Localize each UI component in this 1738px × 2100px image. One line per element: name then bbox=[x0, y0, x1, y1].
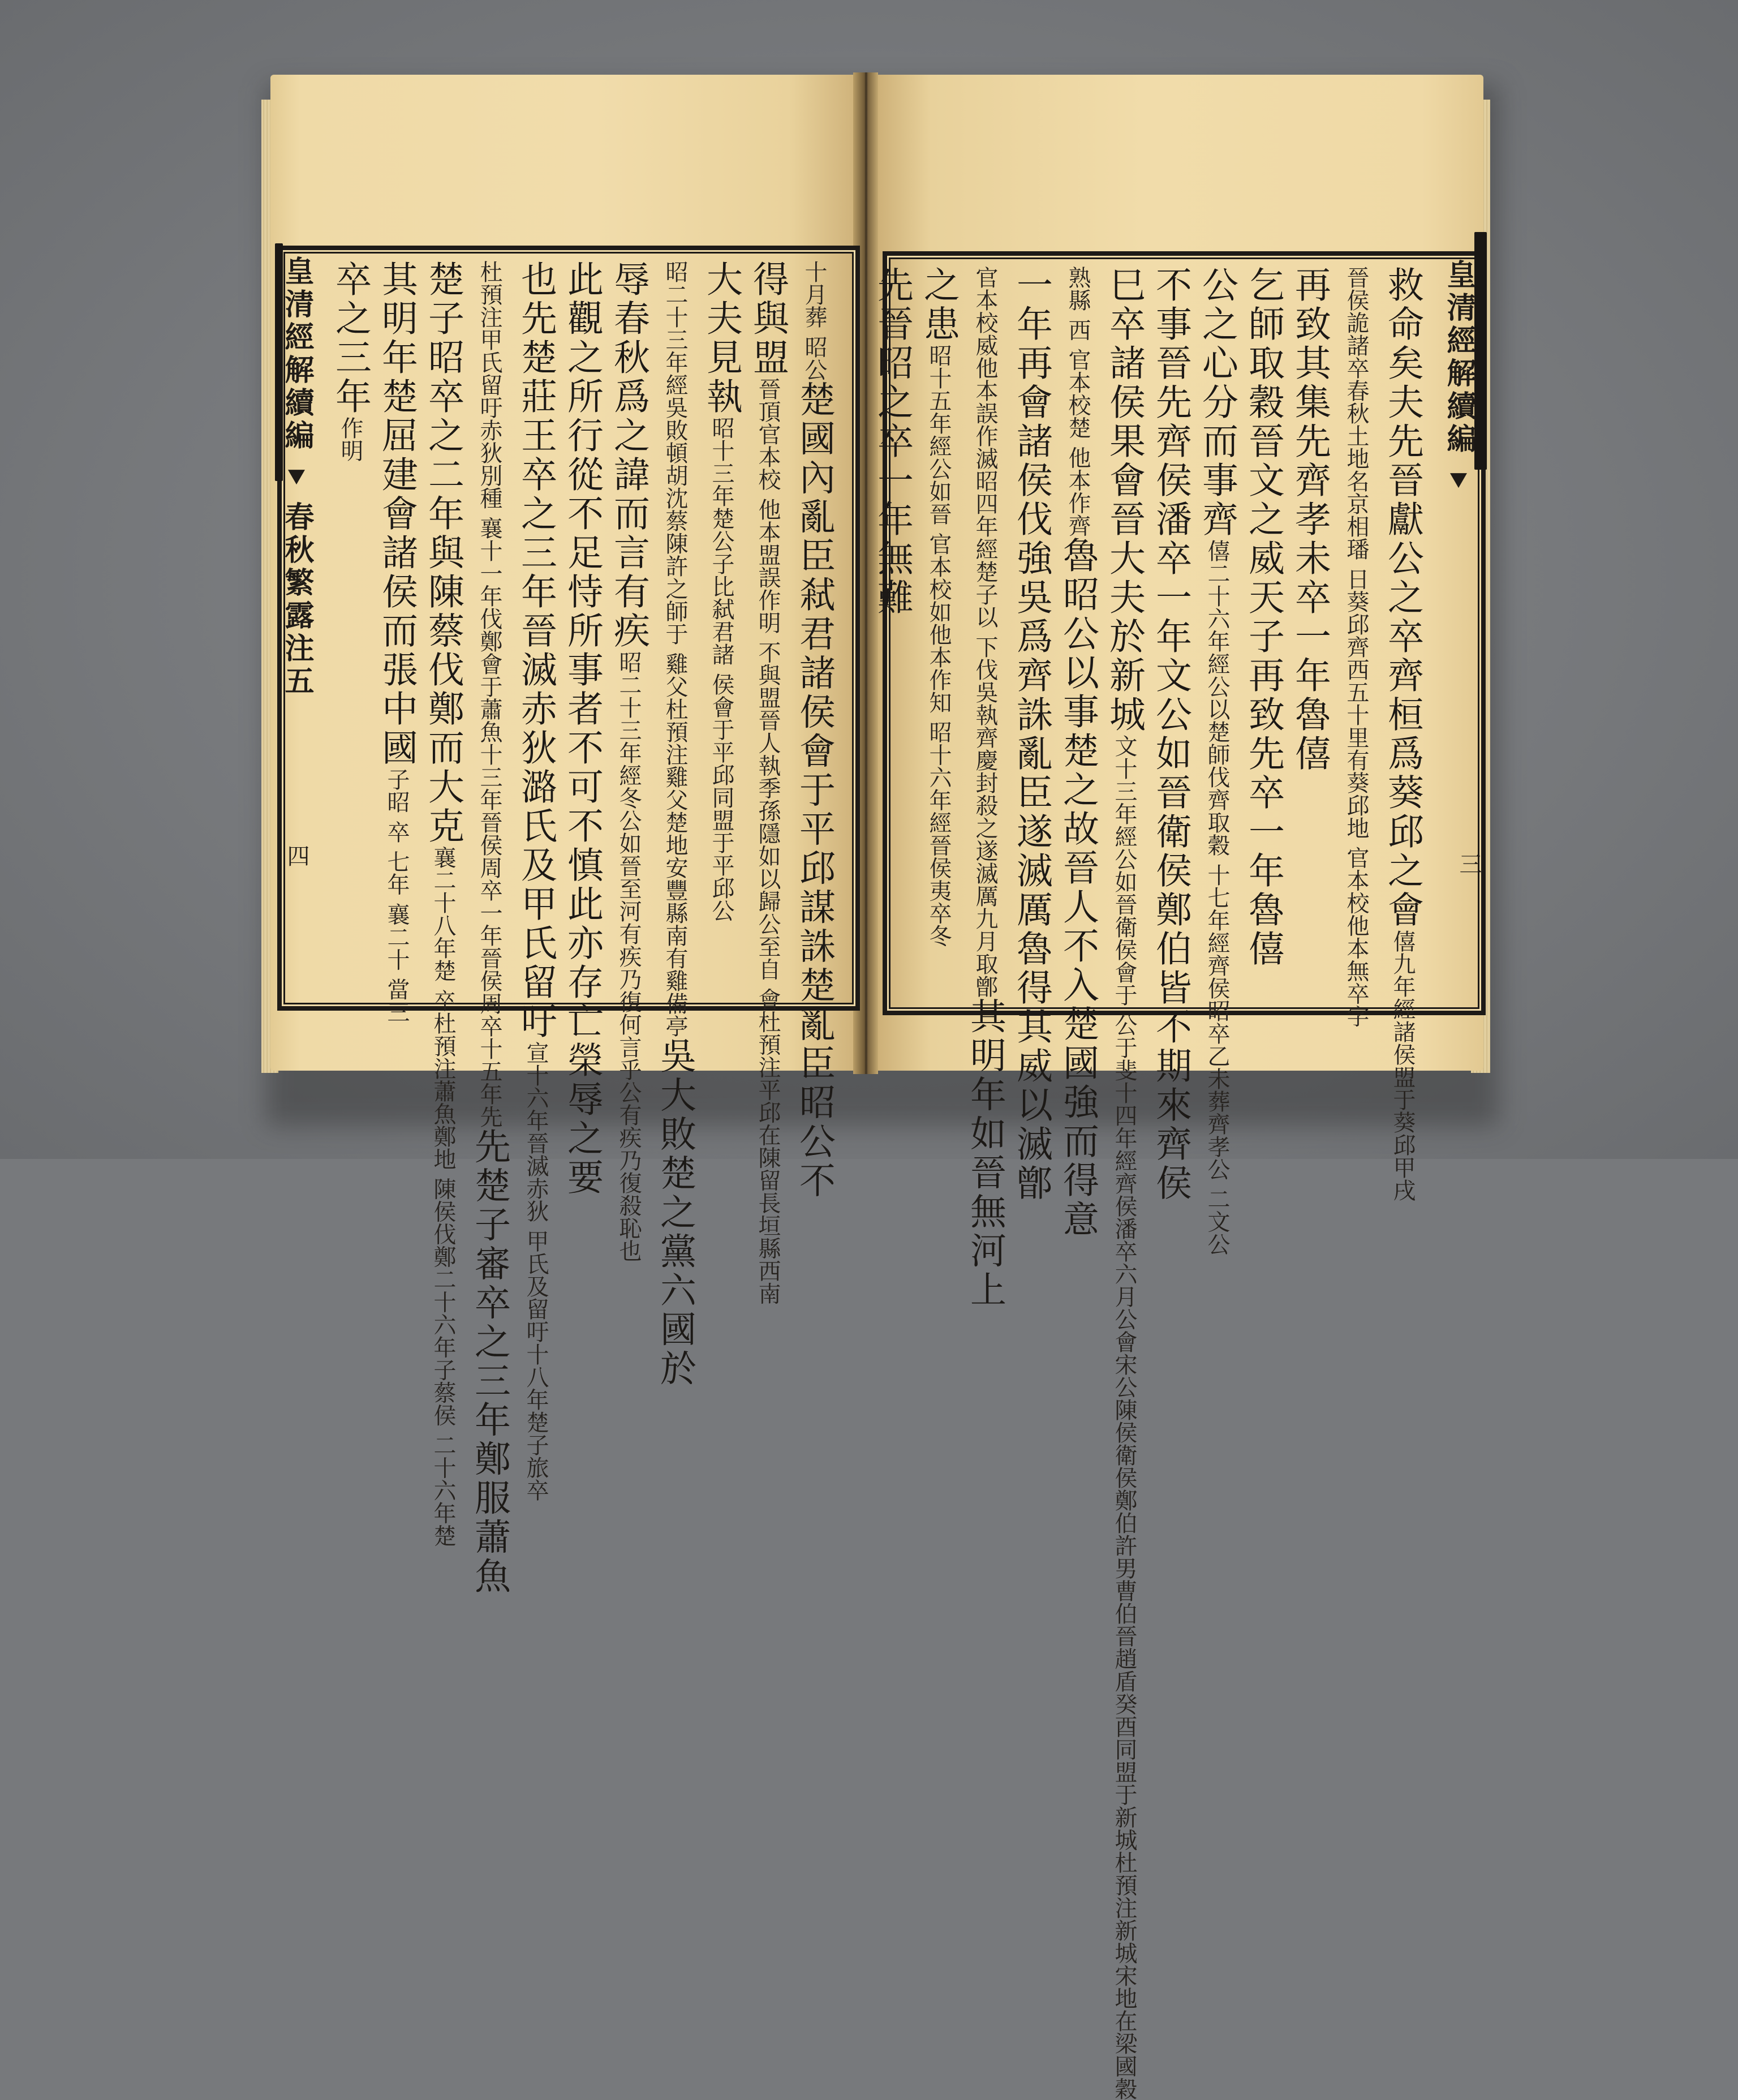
annotation: 十月葬 昭公 bbox=[801, 260, 827, 381]
text-column bbox=[1287, 266, 1333, 1002]
annotation: 晉侯詭諸卒春秋土地名京相璠 日葵邱齊西五十里有葵邱地 官本校他本無卒字 bbox=[1343, 266, 1369, 1028]
left-chapter-title: 春秋繁露注五 bbox=[279, 501, 314, 699]
main-text: 大夫見執 bbox=[700, 260, 742, 416]
right-margin-ink-mark bbox=[1474, 232, 1487, 470]
annotation: 昭二十三年經冬公如晉至河有疾乃復何言乎公有疾乃復殺恥也 bbox=[616, 651, 642, 1262]
annotation: 僖二十六年經公以楚師伐齊取穀 十七年經齊侯昭卒乙未葬齊孝公 二文公 bbox=[1204, 539, 1230, 1256]
right-running-title-text: 皇清經解續編 bbox=[1442, 259, 1476, 456]
text-column bbox=[745, 260, 791, 1305]
main-text: 也先楚莊王卒之三年晉滅赤狄潞氏及甲氏留吁 bbox=[515, 260, 557, 1041]
main-text: 楚國內亂臣弒君諸侯會于平邱謀誅楚亂臣昭公不 bbox=[793, 380, 835, 1201]
text-column bbox=[559, 260, 605, 1197]
text-column bbox=[698, 260, 745, 996]
annotation: 作明 bbox=[337, 416, 363, 462]
text-column bbox=[466, 260, 513, 1596]
text-column bbox=[1240, 266, 1287, 1002]
right-running-title bbox=[1442, 259, 1475, 491]
text-column bbox=[373, 260, 420, 1023]
text-column bbox=[605, 260, 652, 1262]
main-text: 救命矣夫先晉獻公之卒齊桓爲葵邱之會 bbox=[1382, 266, 1423, 930]
main-text: 巳卒諸侯果會晉大夫於新城 bbox=[1103, 266, 1145, 735]
text-column bbox=[1101, 266, 1147, 2100]
main-text: 吳大敗楚之黨六國於 bbox=[654, 1037, 696, 1389]
annotation: 僖九年經諸侯盟于葵邱甲戌 bbox=[1389, 930, 1416, 1201]
right-page-number: 三 bbox=[1456, 852, 1482, 875]
text-column bbox=[869, 266, 915, 1002]
left-running-title-text: 皇清經解續編 bbox=[279, 256, 314, 453]
text-column bbox=[1147, 266, 1194, 1203]
text-column bbox=[1194, 266, 1240, 1256]
main-text: 公之心分而事齊 bbox=[1196, 266, 1238, 539]
text-column bbox=[513, 260, 559, 1501]
annotation: 宣十六年晉滅赤狄 甲氏及留吁十八年楚子旅卒 bbox=[523, 1041, 549, 1501]
left-page-body bbox=[294, 260, 837, 1596]
main-text: 不事晉先齊侯潘卒一年文公如晉衛侯鄭伯皆不期來齊侯 bbox=[1150, 266, 1191, 1203]
main-text: 先晉昭之卒一年無難 bbox=[871, 266, 913, 617]
main-text: 一年再會諸侯伐強吳爲齊誅亂臣遂滅厲魯得其威以滅鄫 bbox=[1010, 266, 1052, 1203]
main-text: 其明年如晉無河上 bbox=[964, 997, 1006, 1310]
main-text: 卒之三年 bbox=[329, 260, 371, 416]
annotation: 昭二十三年經吳敗頓胡沈蔡陳許之師于 雞父杜預注雞父楚地安豐縣南有雞備亭 bbox=[662, 260, 688, 1037]
fishtail-marker-icon bbox=[1450, 473, 1467, 488]
main-text: 其明年楚屈建會諸侯而張中國 bbox=[376, 260, 418, 768]
main-text: 先楚子審卒之三年鄭服蕭魚 bbox=[468, 1127, 510, 1596]
main-text: 得與盟 bbox=[747, 260, 789, 377]
main-text: 此觀之所行從不足恃所事者不可不慎此亦存亡榮辱之要 bbox=[561, 260, 603, 1197]
annotation: 文十三年經公如晉衛侯會于 公于斐十四年經齊侯潘卒六月公會宋公陳侯衛侯鄭伯許男曹伯晉趙盾癸酉同盟于新城杜預注新城宋地在梁國穀 bbox=[1111, 735, 1137, 2100]
text-column bbox=[652, 260, 698, 1389]
text-column bbox=[1333, 266, 1379, 1028]
annotation: 熟縣 西 官本校楚 他本作齊 bbox=[1065, 266, 1091, 537]
main-text: 再致其集先齊孝未卒一年魯僖 bbox=[1289, 266, 1331, 774]
text-column bbox=[1008, 266, 1055, 1203]
main-text: 楚子昭卒之二年與陳蔡伐鄭而大克 bbox=[422, 260, 464, 846]
annotation: 昭十三年楚公子比弑君諸 侯會于平邱同盟于平邱公 bbox=[708, 416, 734, 922]
text-column bbox=[915, 266, 962, 1002]
annotation: 襄二十八年楚 卒杜預注蕭魚鄭地 陳侯伐鄭二十六年子蔡侯 二十六年楚 bbox=[430, 846, 456, 1547]
main-text: 乞師取穀晉文之威天子再致先卒一年魯僖 bbox=[1242, 266, 1284, 969]
text-column bbox=[327, 260, 373, 996]
main-text: 魯昭公以事楚之故晉人不入楚國強而得意 bbox=[1057, 536, 1099, 1240]
annotation: 晉頂官本校 他本盟誤作明 不與盟晉人執季孫隱如以歸公至自 會杜預注平邱在陳留長垣縣西南 bbox=[755, 377, 781, 1305]
annotation: 昭十五年經公如晉 官本校如他本作知 昭十六年經晉侯夷卒冬 bbox=[926, 344, 952, 947]
main-text: 之患 bbox=[918, 266, 960, 344]
text-column bbox=[962, 266, 1008, 1310]
text-column bbox=[791, 260, 837, 1201]
annotation: 官本校威他本誤作滅昭四年經楚子以 下伐吳執齊慶封殺之遂滅厲九月取鄫 bbox=[972, 266, 998, 998]
text-column bbox=[1055, 266, 1101, 1240]
annotation: 杜預注甲氏留吁赤狄別種 襄十一年伐鄭會于蕭魚十三年晉侯周卒一年晉侯周卒十五年先 bbox=[476, 260, 502, 1128]
main-text: 辱春秋爲之諱而言有疾 bbox=[608, 260, 649, 651]
annotation: 子昭 卒 七年 襄二十 當三 bbox=[384, 768, 410, 1023]
text-column bbox=[420, 260, 466, 1547]
left-page-number: 四 bbox=[283, 844, 309, 867]
text-column bbox=[1379, 266, 1426, 1201]
right-page-body bbox=[871, 266, 1426, 2100]
